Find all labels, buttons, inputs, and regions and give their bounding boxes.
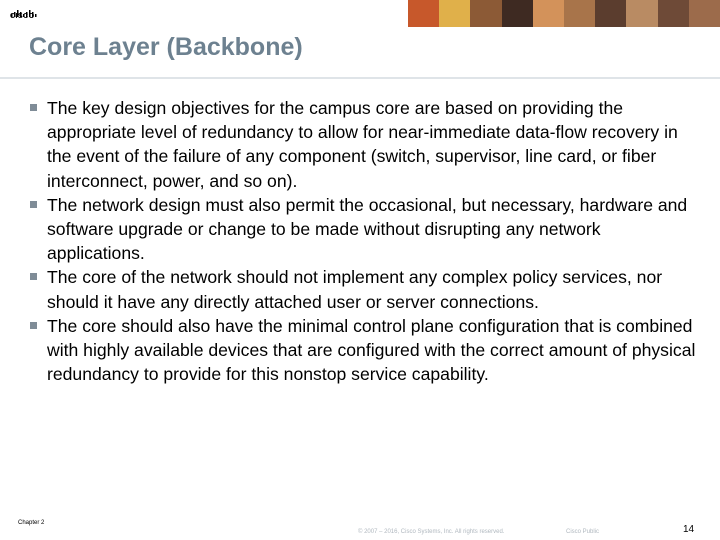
page-number: 14 <box>683 524 695 535</box>
square-bullet-icon <box>30 273 37 280</box>
bullet-item <box>29 96 699 193</box>
header-photo <box>626 0 657 27</box>
header-photo <box>689 0 720 27</box>
bullet-text: The network design must also permit the occasional, but necessary, hardware and software upgrade or change to be made without disrupting any network applications. <box>47 194 688 264</box>
header-photo <box>470 0 501 27</box>
header-photo <box>564 0 595 27</box>
bullet-text: The key design objectives for the campus core are based on providing the appropriate level of redundancy to allow for near-immediate data-flow recovery in the event of the failure of any component (switch, supervisor, line card, or fiber interconnect, power, and so on). <box>47 98 678 191</box>
square-bullet-icon <box>30 322 37 329</box>
bullet-item <box>29 265 699 313</box>
bullet-list <box>29 96 699 386</box>
header-photo <box>439 0 470 27</box>
cisco-logo-text: CISCO <box>10 13 35 20</box>
header-photo <box>502 0 533 27</box>
square-bullet-icon <box>30 104 37 111</box>
bullet-text: The core of the network should not implement any complex policy services, nor should it have any directly attached user or server connections. <box>47 267 663 312</box>
bullet-item <box>29 193 699 266</box>
title-divider <box>0 77 720 79</box>
footer-classification: Cisco Public <box>566 529 600 535</box>
header-photo-strip <box>408 0 720 27</box>
footer-chapter: Chapter 2 <box>18 520 45 526</box>
header-photo <box>408 0 439 27</box>
footer-copyright: © 2007 – 2016, Cisco Systems, Inc. All rights reserved. <box>358 529 505 535</box>
slide-header <box>0 0 720 27</box>
square-bullet-icon <box>30 201 37 208</box>
slide-title: Core Layer (Backbone) <box>29 33 303 61</box>
bullet-item <box>29 314 699 387</box>
header-photo <box>658 0 689 27</box>
header-photo <box>533 0 564 27</box>
header-photo <box>595 0 626 27</box>
bullet-text: The core should also have the minimal control plane configuration that is combined with highly available devices that are configured with the correct amount of physical redundancy to provide for this nonstop service capability. <box>47 315 696 385</box>
